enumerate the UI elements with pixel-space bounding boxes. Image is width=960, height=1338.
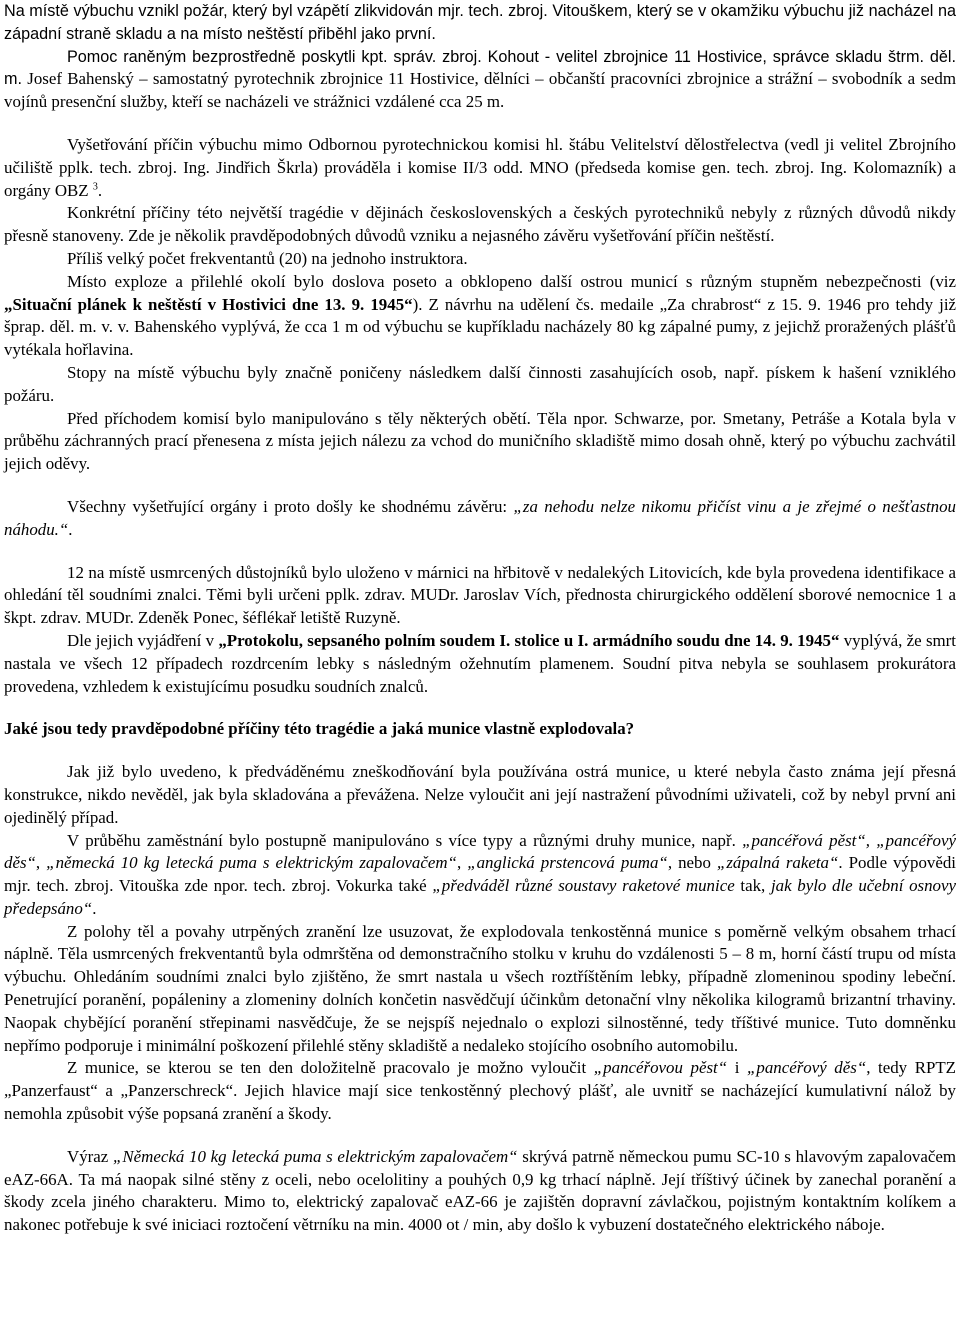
text-run: Konkrétní příčiny této největší tragédie v dějinách československých a českých pyrotechniků nebyly z různých důvodů nikdy přesně stanoveny. Zde je několik pravděpodobných důvodů vzniku a nejasného závěru vyšetřování příčin neštěstí.	[4, 203, 956, 246]
text-run: Jak již bylo uvedeno, k předváděnému zneškodňování byla používána ostrá munice, u které nebyla často známa její přesná konstrukce, nikdo nevěděl, jak byla skladována a převážena. Nelze vyloučit ani její nastražení původními uživateli, což by nebyl první ani ojedinělý případ.	[4, 762, 956, 827]
paragraph-p15	[4, 1057, 956, 1125]
text-run: Výraz	[67, 1146, 113, 1166]
text-run: 12 na místě usmrcených důstojníků bylo uloženo v márnici na hřbitově v nedalekých Litovicích, kde byla provedena identifikace a ohledání těl soudními znalci. Těmi byli určeni pplk. zdrav. MUDr. Jaroslav Vích, přednosta chirurgického oddělení sborové nemocnice 1 a škpt. zdrav. MUDr. Zdeněk Ponec, šéflékař letiště Ruzyně.	[4, 562, 956, 628]
text-run: Místo exploze a přilehlé okolí bylo doslova poseto a obklopeno další ostrou municí s různým stupněm nebezpečnosti (viz	[67, 271, 956, 291]
paragraph-spacer	[4, 698, 956, 718]
text-run: „Protokolu, sepsaného polním soudem I. stolice u I. armádního soudu dne 14. 9. 1945“	[218, 630, 840, 650]
text-run: Vyšetřování příčin výbuchu mimo Odbornou pyrotechnickou komisi hl. štábu Velitelství dělostřelectva (vedl ji velitel Zbrojního učiliště pplk. tech. zbroj. Ing. Jindřich Škrla) prováděla i komise II/3 odd. MNO (předseda komise gen. tech. zbroj. Ing. Kolomazník) a orgány OBZ	[4, 134, 956, 200]
paragraph-p2	[4, 46, 956, 114]
text-run: Jaké jsou tedy pravděpodobné příčiny této tragédie a jaká munice vlastně explodovala?	[4, 719, 635, 739]
text-run: Z polohy těl a povahy utrpěných zranění lze usuzovat, že explodovala tenkostěnná munice s poměrně velkým obsahem trhací náplně. Těla usmrcených frekventantů byla odmrštěna od demonstračního stolku v kruhu do vzdálenosti 5 – 8 m, horní částí trupu od místa výbuchu. Ohledáním soudními znalci bylo zjištěno, že smrt nastala u všech roztříštěním lebky, případně zlomeninou spodiny lebeční. Penetrující poranění, popáleniny a zlomeniny dolních končetin nasvědčují účinkům detonační vlny několika kilogramů brizantní trhaviny. Naopak chybějící poranění střepinami nasvědčuje, že se nejspíš nejednalo o explozi silnostěnné, tedy tříštivé munice. Tuto domněnku nepřímo podporuje i minimální poškození přilehlé stěny skladiště a nedaleko stojícího osobního automobilu.	[4, 921, 956, 1055]
paragraph-p11	[4, 630, 956, 698]
text-run: „pancéřovou pěst“	[593, 1058, 728, 1078]
paragraph-spacer	[4, 741, 956, 761]
text-run: .	[97, 180, 103, 200]
text-run: „zápalná raketa“	[716, 853, 839, 873]
paragraph-p7	[4, 362, 956, 408]
document-page	[4, 0, 956, 1237]
text-run: vyplývá, že smrt nastala ve všech 12 případech rozdrcením lebky s následným ožehnutím plamenem. Soudní pitva nebyla se souhlasem prokurátora provedena, vzhledem k existujícímu posudku soudních znalců.	[4, 630, 956, 696]
text-run: Na místě výbuchu vznikl požár, který byl vzápětí zlikvidován mjr. tech. zbroj. Vitouškem, který se v okamžiku výbuchu již nacházel na západní straně skladu a na místo neštěstí přiběhl jako první.	[4, 2, 956, 43]
text-run: ,	[456, 853, 468, 873]
paragraph-p8	[4, 408, 956, 476]
paragraph-p14	[4, 921, 956, 1058]
text-run: Před příchodem komisí bylo manipulováno s těly některých obětí. Těla npor. Schwarze, por. Smetany, Petráše a Kotala byla v průběhu záchranných prací přenesena z místa jejich nálezu za vchod do muničního skladiště mimo dosah ohně, který po výbuchu zachvátil jejich oděvy.	[4, 408, 956, 474]
paragraph-spacer	[4, 114, 956, 134]
text-run: skrývá patrně německou pumu SC-10 s hlavovým zapalovačem eAZ-66A. Ta má naopak silné stěny z oceli, nebo ocelolitiny a pouhých 0,9 kg trhací náplně. Její tříštivý účinek by zanechal poranění a škody zcela jiného charakteru. Mimo to, elektrický zapalovač eAZ-66 je zajištěn dopravní závlačkou, pojistným kontaktním kolíkem a nakonec potřebuje k své iniciaci roztočení větrníku na min. 4000 ot / min, aby došlo k vybuzení dostatečného elektrického náboje.	[4, 1146, 956, 1235]
paragraph-p4	[4, 202, 956, 248]
text-run: „pancéřová pěst“, „pancéřový děs“	[4, 830, 956, 873]
paragraph-spacer	[4, 476, 956, 496]
paragraph-spacer	[4, 1126, 956, 1146]
text-run: Josef Bahenský – samostatný pyrotechnik zbrojnice 11 Hostivice, dělníci – občanští pracovníci zbrojnice a strážní – svobodník a sedm vojínů presenční služby, kteří se nacházeli ve strážnici vzdálené cca 25 m.	[4, 69, 956, 112]
text-run: Z munice, se kterou se ten den doložitelně pracovalo je možno vyloučit	[67, 1058, 594, 1078]
text-run: Příliš velký počet frekventantů (20) na jednoho instruktora.	[67, 248, 468, 268]
text-run: ). Z návrhu na udělení čs. medaile „Za chrabrost“ z 15. 9. 1946 pro tehdy již šprap. děl. m. v. v. Bahenského vyplývá, že cca 1 m od výbuchu se kupříkladu nacházely 80 kg zápalné pumy, z jejichž proražených plášťů vytékala hořlavina.	[4, 294, 957, 360]
paragraph-p1	[4, 0, 956, 46]
text-run: „předváděl různé soustavy raketové munice	[432, 876, 735, 896]
text-run: „pancéřový děs“	[746, 1058, 867, 1078]
text-run: .	[68, 519, 73, 539]
footnote-reference[interactable]: 3	[92, 180, 98, 192]
text-run: „německá 10 kg letecká puma s elektrickým zapalovačem“	[46, 853, 457, 873]
paragraph-p3	[4, 134, 956, 202]
text-run: .	[92, 898, 97, 918]
section-heading	[4, 718, 956, 741]
paragraph-p5	[4, 248, 956, 271]
text-run: i	[727, 1058, 747, 1078]
text-run: „anglická prstencová puma“	[467, 853, 668, 873]
text-run: ,	[35, 853, 47, 873]
paragraph-p10	[4, 562, 956, 630]
text-run: „za nehodu nelze nikomu přičíst vinu a je zřejmé o nešťastnou náhodu.“	[4, 496, 956, 539]
paragraph-p12	[4, 761, 956, 829]
paragraph-p13	[4, 830, 956, 921]
text-run: , nebo	[667, 853, 717, 873]
text-run: „Německá 10 kg letecká puma s elektrickým zapalovačem“	[113, 1146, 518, 1166]
text-run: jak bylo dle učební osnovy předepsáno“	[4, 876, 956, 918]
text-run: Dle jejich vyjádření v	[67, 630, 219, 650]
text-run: . Podle výpovědi mjr. tech. zbroj. Vitouška zde npor. tech. zbroj. Vokurka také	[4, 853, 956, 896]
text-run: , tedy RPTZ „Panzerfaust“ a „Panzerschreck“. Jejich hlavice mají sice tenkostěnný plechový plášť, ale uvnitř se nacházející kumulativní nálož by nemohla způsobit výše popsaná zranění a škody.	[4, 1058, 956, 1124]
paragraph-p16	[4, 1146, 956, 1237]
paragraph-p6	[4, 271, 956, 362]
text-run: Stopy na místě výbuchu byly značně poničeny následkem další činnosti zasahujících osob, např. pískem k hašení vzniklého požáru.	[4, 362, 956, 405]
text-run: Všechny vyšetřující orgány i proto došly ke shodnému závěru:	[67, 496, 514, 516]
text-run: Pomoc raněným bezprostředně poskytli kpt. správ. zbroj. Kohout - velitel zbrojnice 11 Hostivice, správce skladu štrm. děl. m.	[4, 47, 956, 89]
text-run: „Situační plánek k neštěstí v Hostivici dne 13. 9. 1945“	[4, 294, 413, 314]
paragraph-p9	[4, 496, 956, 542]
text-run: V průběhu zaměstnání bylo postupně manipulováno s více typy a různými druhy munice, např.	[67, 830, 743, 850]
paragraph-spacer	[4, 542, 956, 562]
text-run: tak,	[734, 876, 771, 896]
